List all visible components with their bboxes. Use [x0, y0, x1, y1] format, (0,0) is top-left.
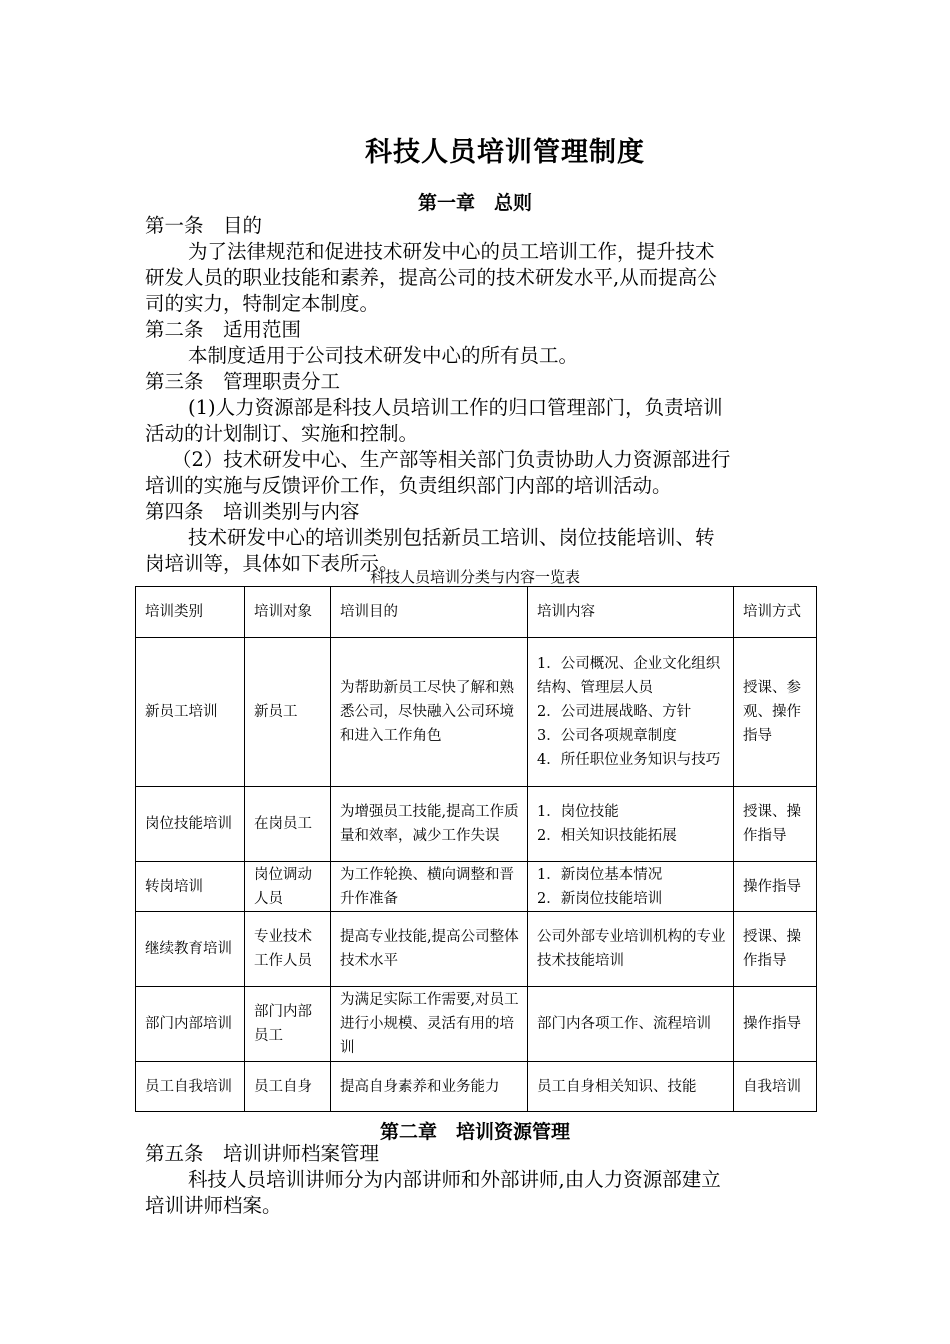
document-title: 科技人员培训管理制度 — [365, 137, 645, 168]
cell-target: 岗位调动人员 — [245, 862, 331, 912]
cell-purpose: 为帮助新员工尽快了解和熟悉公司，尽快融入公司环境和进入工作角色 — [331, 638, 528, 787]
table-header-row — [136, 587, 817, 638]
content-item: 1．公司概况、企业文化组织结构、管理层人员 — [537, 656, 721, 696]
cell-category: 转岗培训 — [136, 862, 245, 912]
cell-purpose: 提高自身素养和业务能力 — [331, 1062, 528, 1112]
cell-method: 自我培训 — [734, 1062, 817, 1112]
article-4-heading: 第四条 培训类别与内容 — [145, 500, 360, 523]
cell-target: 员工自身 — [245, 1062, 331, 1112]
article-4-line-1: 技术研发中心的培训类别包括新员工培训、岗位技能培训、转 — [188, 526, 715, 549]
cell-content — [528, 912, 734, 987]
table-row — [136, 1062, 817, 1112]
content-item: 2．公司进展战略、方针 — [537, 704, 692, 720]
table-row — [136, 987, 817, 1062]
cell-method: 操作指导 — [734, 987, 817, 1062]
cell-content — [528, 1062, 734, 1112]
cell-purpose: 提高专业技能,提高公司整体技术水平 — [331, 912, 528, 987]
article-3-line-2: 活动的计划制订、实施和控制。 — [145, 422, 419, 445]
cell-category: 岗位技能培训 — [136, 787, 245, 862]
cell-content — [528, 787, 734, 862]
cell-category: 部门内部培训 — [136, 987, 245, 1062]
cell-content — [528, 638, 734, 787]
article-5-heading: 第五条 培训讲师档案管理 — [145, 1142, 380, 1165]
content-item: 3．公司各项规章制度 — [537, 728, 677, 744]
cell-category: 新员工培训 — [136, 638, 245, 787]
cell-method: 授课、参观、操作指导 — [734, 638, 817, 787]
article-3-line-3: （2）技术研发中心、生产部等相关部门负责协助人力资源部进行 — [172, 448, 731, 471]
cell-target: 专业技术工作人员 — [245, 912, 331, 987]
cell-method: 操作指导 — [734, 862, 817, 912]
article-2-heading: 第二条 适用范围 — [145, 318, 302, 341]
article-2-line-1: 本制度适用于公司技术研发中心的所有员工。 — [188, 344, 579, 367]
content-item: 公司外部专业培训机构的专业技术技能培训 — [537, 929, 726, 969]
article-3-line-1: (1)人力资源部是科技人员培训工作的归口管理部门，负责培训 — [188, 396, 723, 419]
header-category: 培训类别 — [136, 587, 245, 638]
content-item: 1．新岗位基本情况 — [537, 866, 663, 883]
content-item: 4．所任职位业务知识与技巧 — [537, 752, 721, 768]
table-row — [136, 912, 817, 987]
cell-purpose: 为工作轮换、横向调整和晋升作准备 — [331, 862, 528, 912]
table-caption: 科技人员培训分类与内容一览表 — [369, 568, 580, 586]
content-item: 1．岗位技能 — [537, 804, 619, 820]
article-1-line-2: 研发人员的职业技能和素养，提高公司的技术研发水平,从而提高公 — [145, 266, 717, 289]
cell-target: 在岗员工 — [245, 787, 331, 862]
cell-purpose: 为增强员工技能,提高工作质量和效率，减少工作失误 — [331, 787, 528, 862]
cell-purpose: 为满足实际工作需要,对员工进行小规模、灵活有用的培训 — [331, 987, 528, 1062]
header-method: 培训方式 — [734, 587, 817, 638]
table-row — [136, 638, 817, 787]
article-1-heading: 第一条 目的 — [145, 214, 263, 237]
article-3-heading: 第三条 管理职责分工 — [145, 370, 341, 393]
article-1-line-3: 司的实力，特制定本制度。 — [145, 292, 380, 315]
training-table — [135, 586, 817, 1112]
cell-category: 继续教育培训 — [136, 912, 245, 987]
content-item: 部门内各项工作、流程培训 — [537, 1016, 711, 1032]
header-target: 培训对象 — [245, 587, 331, 638]
table-row — [136, 862, 817, 912]
table-row — [136, 787, 817, 862]
article-3-line-4: 培训的实施与反馈评价工作，负责组织部门内部的培训活动。 — [145, 474, 672, 497]
chapter-2-heading: 第二章 培训资源管理 — [379, 1121, 570, 1143]
cell-method: 授课、操作指导 — [734, 912, 817, 987]
cell-method: 授课、操作指导 — [734, 787, 817, 862]
chapter-1-heading: 第一章 总则 — [417, 192, 532, 214]
cell-content — [528, 862, 734, 912]
cell-target: 部门内部员工 — [245, 987, 331, 1062]
content-item: 员工自身相关知识、技能 — [537, 1078, 697, 1095]
header-purpose: 培训目的 — [331, 587, 528, 638]
article-4-line-2: 岗培训等，具体如下表所示。 — [145, 552, 399, 575]
cell-content — [528, 987, 734, 1062]
article-1-line-1: 为了法律规范和促进技术研发中心的员工培训工作，提升技术 — [188, 240, 715, 263]
article-5-line-1: 科技人员培训讲师分为内部讲师和外部讲师,由人力资源部建立 — [188, 1168, 721, 1191]
cell-category: 员工自我培训 — [136, 1062, 245, 1112]
content-item: 2．新岗位技能培训 — [537, 890, 663, 907]
header-content: 培训内容 — [528, 587, 734, 638]
article-5-line-2: 培训讲师档案。 — [145, 1194, 282, 1217]
content-item: 2．相关知识技能拓展 — [537, 828, 677, 844]
cell-target: 新员工 — [245, 638, 331, 787]
